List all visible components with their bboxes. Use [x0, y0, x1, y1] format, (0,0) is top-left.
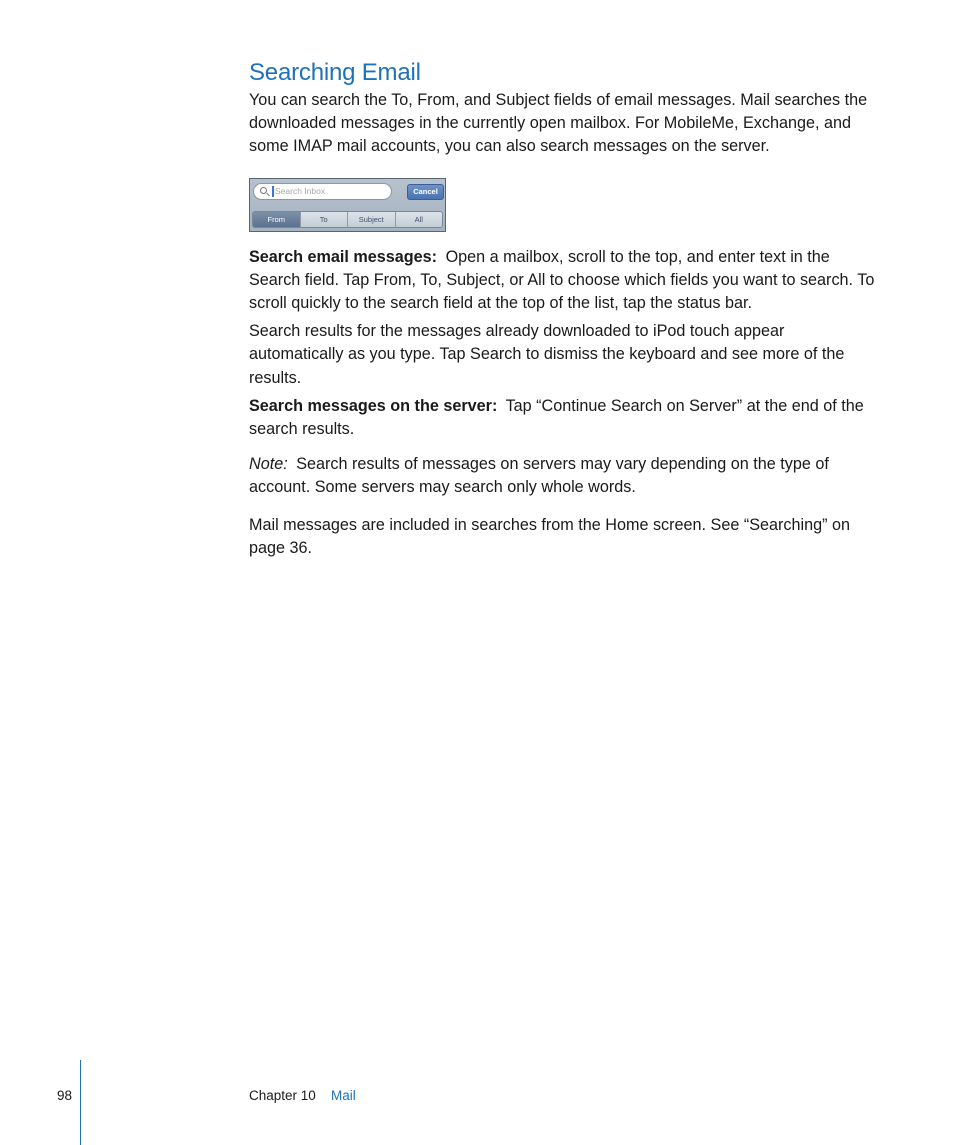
scope-to: To [301, 212, 349, 227]
search-bar-screenshot [249, 178, 446, 232]
note-paragraph [249, 453, 879, 499]
content [249, 58, 879, 560]
server-search-body: Tap “Continue Search on Server” at the end of the search results. [249, 396, 864, 439]
note-lead: Note: [249, 455, 288, 474]
page-number: 98 [57, 1088, 73, 1103]
server-search-paragraph [249, 395, 879, 441]
search-messages-lead: Search email messages: [249, 247, 438, 266]
footer-rule [80, 1060, 81, 1145]
section-title: Searching Email [249, 59, 421, 86]
intro-paragraph: You can search the To, From, and Subject fields of email messages. Mail searches the downloaded messages in the currently open mailbox. For MobileMe, Exchange, and some IMAP mail accounts, you can also search messages on the server. [249, 91, 868, 156]
footer-chapter: Chapter 10 [249, 1088, 316, 1103]
note-body: Search results of messages on servers may vary depending on the type of account. Some servers may search only whole words. [249, 455, 829, 497]
results-paragraph: Search results for the messages already downloaded to iPod touch appear automatically as you type. Tap Search to dismiss the keyboard and see more of the results. [249, 322, 845, 387]
search-messages-paragraph [249, 246, 879, 316]
scope-bar [252, 211, 443, 228]
text-cursor [272, 186, 274, 197]
search-messages-body: Open a mailbox, scroll to the top, and enter text in the Search field. Tap From, To, Subject, or All to choose which fields you want to search. To scroll quickly to the search field at the top of the list, tap the status bar. [249, 247, 875, 313]
scope-from: From [253, 212, 301, 227]
search-input [253, 183, 392, 200]
server-search-lead: Search messages on the server: [249, 396, 498, 415]
scope-all: All [396, 212, 443, 227]
home-search-paragraph: Mail messages are included in searches from the Home screen. See “Searching” on page 36. [249, 515, 851, 557]
cancel-button: Cancel [407, 184, 444, 200]
footer-chapter-title: Mail [331, 1088, 356, 1103]
search-icon [260, 187, 267, 194]
search-placeholder: Search Inbox [275, 185, 326, 196]
scope-subject: Subject [348, 212, 396, 227]
